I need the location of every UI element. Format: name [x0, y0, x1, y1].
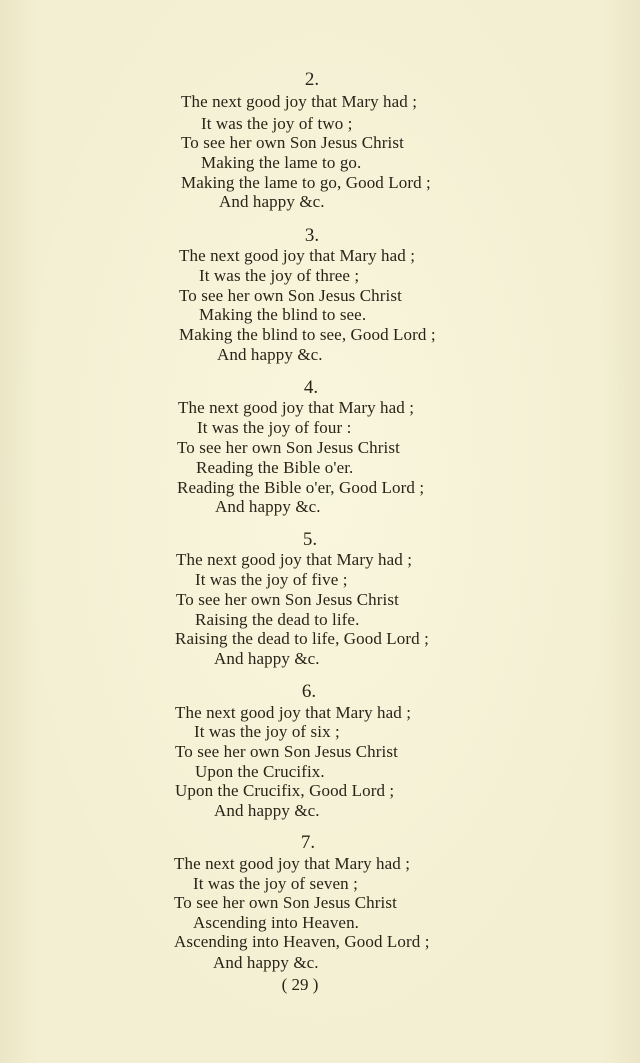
verse-line: The next good joy that Mary had ; [179, 246, 416, 265]
verse-line: It was the joy of three ; [199, 266, 360, 285]
verse-line: And happy &c. [215, 497, 321, 516]
verse-line: The next good joy that Mary had ; [174, 854, 411, 873]
verse-line: And happy &c. [214, 649, 320, 668]
verse-line: Reading the Bible o'er, Good Lord ; [177, 478, 425, 497]
verse-line: It was the joy of four : [197, 418, 352, 437]
verse-number: 5. [302, 529, 318, 550]
verse-line: The next good joy that Mary had ; [181, 92, 418, 111]
verse-line: Making the lame to go, Good Lord ; [181, 173, 431, 192]
verse-line: It was the joy of six ; [194, 722, 340, 741]
verse-line: It was the joy of five ; [195, 570, 348, 589]
verse-line: Raising the dead to life, Good Lord ; [175, 629, 429, 648]
verse-line: And happy &c. [213, 953, 319, 972]
verse-line: Ascending into Heaven. [193, 913, 360, 932]
verse-line: It was the joy of seven ; [193, 874, 358, 893]
verse-line: Reading the Bible o'er. [196, 458, 354, 477]
verse-line: Upon the Crucifix, Good Lord ; [175, 781, 395, 800]
verse-line: To see her own Son Jesus Christ [177, 438, 400, 457]
verse-line: And happy &c. [217, 345, 323, 364]
verse-line: Raising the dead to life. [195, 610, 360, 629]
verse-line: Making the blind to see. [199, 305, 367, 324]
verse-line: To see her own Son Jesus Christ [176, 590, 399, 609]
verse-line: Ascending into Heaven, Good Lord ; [174, 932, 430, 951]
verse-line: The next good joy that Mary had ; [175, 703, 412, 722]
verse-number: 3. [304, 225, 320, 246]
verse-line: And happy &c. [214, 801, 320, 820]
verse-line: The next good joy that Mary had ; [176, 550, 413, 569]
verse-line: Upon the Crucifix. [195, 762, 325, 781]
verse-number: 6. [301, 681, 317, 702]
verse-line: To see her own Son Jesus Christ [179, 286, 402, 305]
verse-line: It was the joy of two ; [201, 114, 353, 133]
verse-line: Making the blind to see, Good Lord ; [179, 325, 436, 344]
verse-line: The next good joy that Mary had ; [178, 398, 415, 417]
verse-line: To see her own Son Jesus Christ [181, 133, 404, 152]
verse-number: 4. [303, 377, 319, 398]
page-number: ( 29 ) [281, 975, 319, 994]
verse-line: To see her own Son Jesus Christ [174, 893, 397, 912]
verse-line: Making the lame to go. [201, 153, 362, 172]
verse-number: 7. [300, 832, 316, 853]
verse-number: 2. [304, 69, 320, 90]
verse-line: To see her own Son Jesus Christ [175, 742, 398, 761]
verse-line: And happy &c. [219, 192, 325, 211]
